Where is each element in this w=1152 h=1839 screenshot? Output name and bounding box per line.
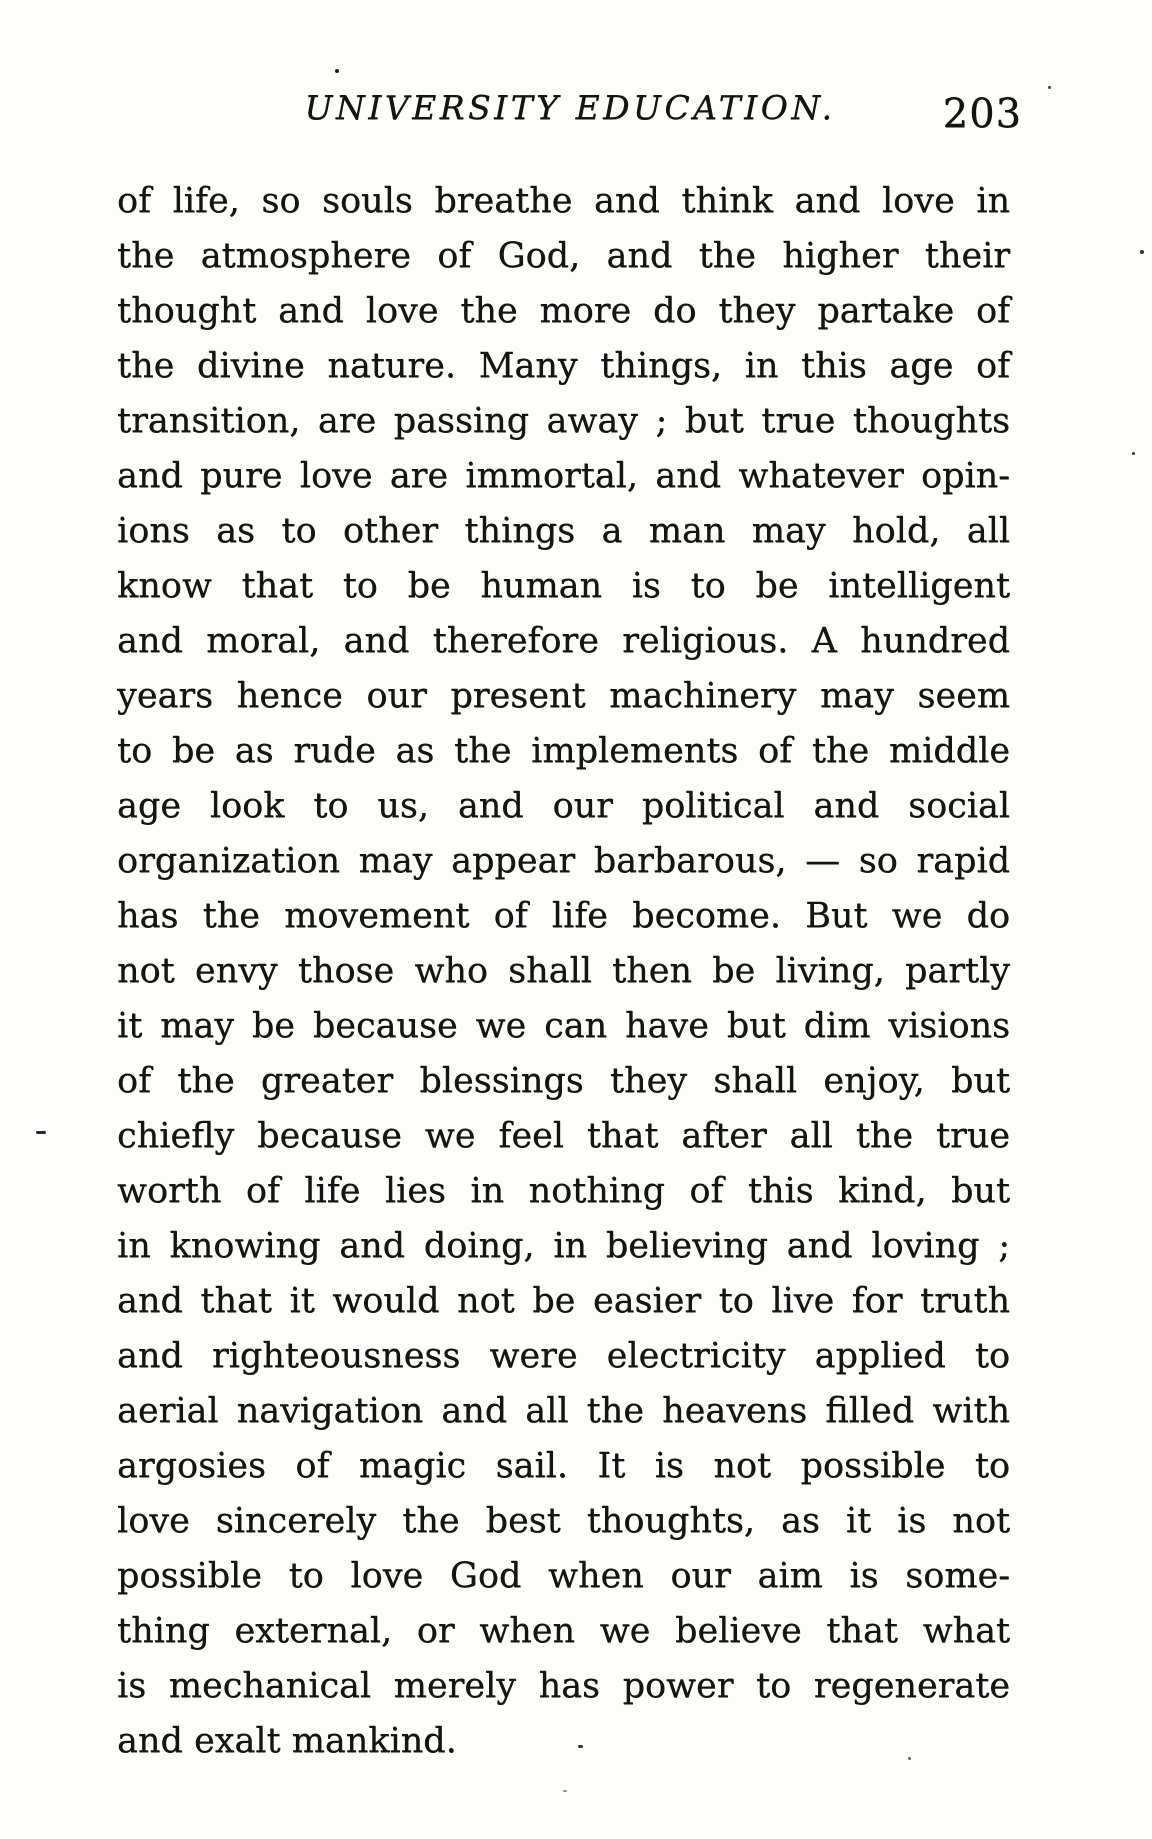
text-line: ions as to other things a man may hold, all: [117, 511, 1010, 551]
text-line: argosies of magic sail. It is not possible to: [117, 1446, 1010, 1486]
text-line: has the movement of life become. But we do: [117, 896, 1010, 936]
text-line: aerial navigation and all the heavens filled with: [117, 1391, 1010, 1431]
text-line: love sincerely the best thoughts, as it is not: [117, 1501, 1010, 1541]
text-line: and moral, and therefore religious. A hundred: [117, 621, 1010, 661]
text-line: it may be because we can have but dim visions: [117, 1006, 1010, 1046]
text-line: of life, so souls breathe and think and love in: [117, 181, 1010, 221]
text-line: not envy those who shall then be living, partly: [117, 951, 1010, 991]
scan-speck: [1048, 86, 1051, 89]
scan-speck: [578, 1745, 583, 1748]
page-number: 203: [942, 91, 1022, 137]
paragraph-block: [117, 174, 1010, 1769]
text-line: age look to us, and our political and social: [117, 786, 1010, 826]
text-line: and pure love are immortal, and whatever opin-: [117, 456, 1010, 496]
text-line: of the greater blessings they shall enjoy, but: [117, 1061, 1010, 1101]
text-line: the atmosphere of God, and the higher their: [117, 236, 1010, 276]
text-line: know that to be human is to be intelligent: [117, 566, 1010, 606]
page-header: [0, 0, 1152, 150]
text-line: and that it would not be easier to live for truth: [117, 1281, 1010, 1321]
text-line: thing external, or when we believe that what: [117, 1611, 1010, 1651]
scan-speck: [563, 1790, 567, 1792]
text-line: organization may appear barbarous, — so rapid: [117, 841, 1010, 881]
text-line: in knowing and doing, in believing and loving ;: [117, 1226, 1010, 1266]
scan-speck: [1132, 452, 1135, 455]
text-line: thought and love the more do they partake of: [117, 291, 1010, 331]
scan-speck: [335, 69, 339, 73]
text-line: years hence our present machinery may seem: [117, 676, 1010, 716]
text-line: and exalt mankind.: [117, 1721, 457, 1761]
scan-speck: [1140, 250, 1144, 254]
text-line: the divine nature. Many things, in this age of: [117, 346, 1010, 386]
scan-speck: [36, 1131, 46, 1134]
text-line: worth of life lies in nothing of this kind, but: [117, 1171, 1010, 1211]
text-line: to be as rude as the implements of the middle: [117, 731, 1010, 771]
running-title: UNIVERSITY EDUCATION.: [304, 88, 836, 127]
text-line: chiefly because we feel that after all the true: [117, 1116, 1010, 1156]
scan-speck: [908, 1757, 911, 1760]
text-line: is mechanical merely has power to regenerate: [117, 1666, 1010, 1706]
text-line: transition, are passing away ; but true thoughts: [117, 401, 1010, 441]
text-line: and righteousness were electricity applied to: [117, 1336, 1010, 1376]
text-line: possible to love God when our aim is some-: [117, 1556, 1010, 1596]
